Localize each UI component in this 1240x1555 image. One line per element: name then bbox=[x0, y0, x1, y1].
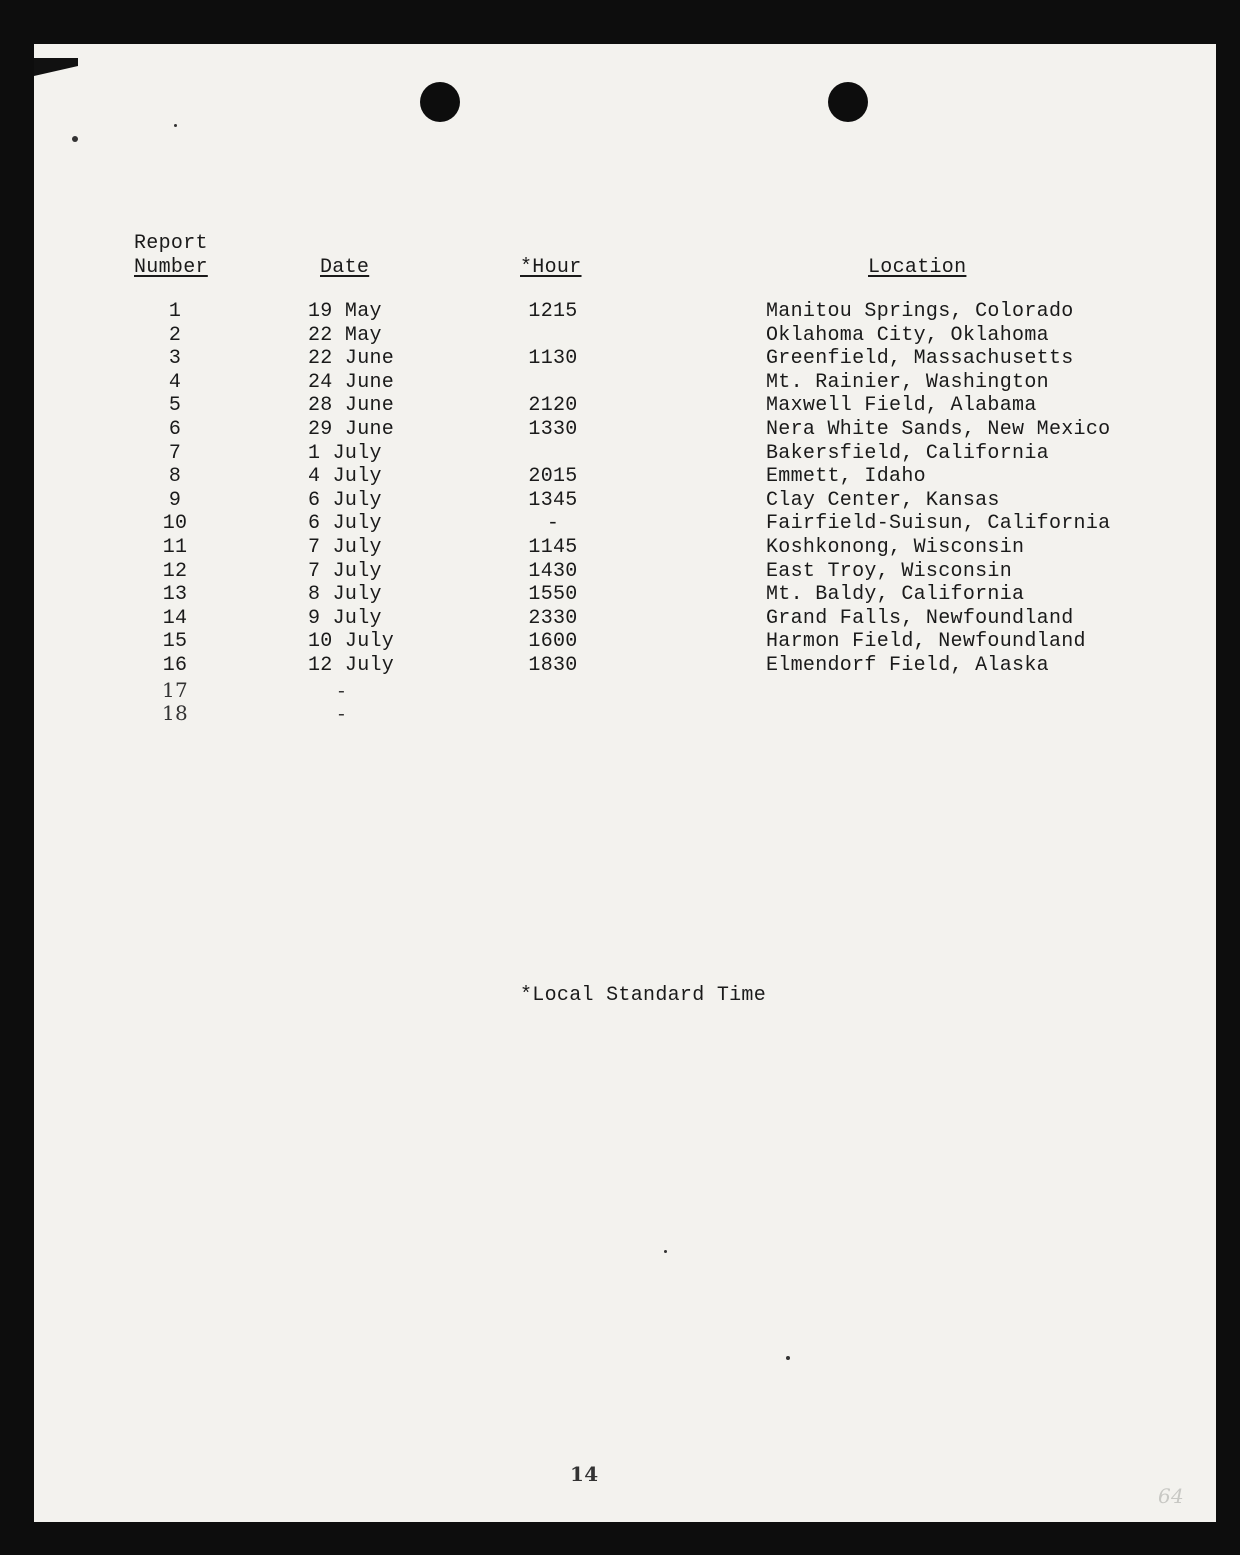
header-location: Location bbox=[868, 256, 967, 279]
corner-note: 64 bbox=[1158, 1484, 1185, 1508]
header-report: Report bbox=[134, 232, 208, 255]
punch-hole-right bbox=[828, 82, 868, 122]
report-number: 7 bbox=[168, 441, 182, 465]
report-location: Emmett, Idaho bbox=[766, 465, 926, 489]
document-page bbox=[34, 44, 1216, 1522]
report-location: Elmendorf Field, Alaska bbox=[766, 654, 1049, 677]
report-location: East Troy, Wisconsin bbox=[766, 559, 1013, 583]
report-location: Nera White Sands, New Mexico bbox=[766, 418, 1111, 441]
report-date: - bbox=[338, 677, 346, 702]
report-date: 7 July bbox=[308, 536, 382, 559]
report-date: 1 July bbox=[308, 441, 382, 465]
report-number: 4 bbox=[168, 370, 182, 394]
report-hour: 1145 bbox=[528, 536, 578, 559]
report-hour: 1345 bbox=[528, 488, 578, 512]
report-date: 29 June bbox=[308, 418, 395, 441]
report-number: 17 bbox=[161, 677, 189, 702]
speck bbox=[174, 124, 177, 127]
speck bbox=[786, 1356, 790, 1360]
page-number: 14 bbox=[570, 1462, 599, 1486]
report-location: Grand Falls, Newfoundland bbox=[766, 606, 1074, 630]
report-number: 16 bbox=[162, 654, 188, 677]
report-number: 11 bbox=[162, 536, 188, 559]
report-location: Harmon Field, Newfoundland bbox=[766, 630, 1086, 654]
report-date: 22 June bbox=[308, 347, 395, 371]
report-hour: 1130 bbox=[528, 347, 578, 371]
report-hour: 1430 bbox=[528, 559, 578, 583]
report-number: 14 bbox=[162, 606, 188, 630]
report-date: 28 June bbox=[308, 394, 395, 418]
report-number: 13 bbox=[162, 583, 188, 607]
report-hour: 1830 bbox=[528, 654, 578, 677]
report-location: Koshkonong, Wisconsin bbox=[766, 536, 1025, 559]
report-number: 10 bbox=[162, 512, 188, 536]
report-date: 8 July bbox=[308, 583, 382, 607]
report-hour: 1215 bbox=[528, 300, 578, 323]
punch-hole-left bbox=[420, 82, 460, 122]
report-number: 2 bbox=[168, 323, 182, 347]
header-number: Number bbox=[134, 256, 208, 279]
report-number: 5 bbox=[168, 394, 182, 418]
report-date: - bbox=[338, 701, 346, 726]
report-number: 9 bbox=[168, 488, 182, 512]
speck bbox=[72, 136, 78, 142]
header-hour: *Hour bbox=[520, 256, 582, 279]
report-date: 6 July bbox=[308, 512, 382, 536]
report-number: 3 bbox=[168, 347, 182, 371]
header-date: Date bbox=[320, 256, 370, 279]
report-hour: 1550 bbox=[528, 583, 578, 607]
footnote: *Local Standard Time bbox=[520, 984, 767, 1007]
report-number: 8 bbox=[168, 465, 182, 489]
report-location: Manitou Springs, Colorado bbox=[766, 300, 1074, 323]
report-location: Oklahoma City, Oklahoma bbox=[766, 323, 1049, 347]
report-hour: 2120 bbox=[528, 394, 578, 418]
report-hour: 1330 bbox=[528, 418, 578, 441]
report-location: Mt. Rainier, Washington bbox=[766, 370, 1049, 394]
report-date: 4 July bbox=[308, 465, 382, 489]
speck bbox=[664, 1250, 667, 1253]
report-number: 12 bbox=[162, 559, 188, 583]
report-location: Greenfield, Massachusetts bbox=[766, 347, 1074, 371]
corner-mark bbox=[34, 58, 78, 76]
report-date: 22 May bbox=[308, 323, 382, 347]
report-location: Maxwell Field, Alabama bbox=[766, 394, 1037, 418]
report-date: 9 July bbox=[308, 606, 382, 630]
report-date: 7 July bbox=[308, 559, 382, 583]
report-location: Clay Center, Kansas bbox=[766, 488, 1000, 512]
report-location: Fairfield-Suisun, California bbox=[766, 512, 1111, 536]
report-date: 6 July bbox=[308, 488, 382, 512]
report-number: 15 bbox=[162, 630, 188, 654]
report-hour: 2330 bbox=[528, 606, 578, 630]
report-number: 6 bbox=[168, 418, 182, 441]
report-location: Mt. Baldy, California bbox=[766, 583, 1025, 607]
report-date: 19 May bbox=[308, 300, 382, 323]
report-hour: 2015 bbox=[528, 465, 578, 489]
report-number: 18 bbox=[161, 701, 189, 726]
report-hour: - bbox=[546, 512, 560, 536]
report-number: 1 bbox=[168, 300, 182, 323]
report-date: 12 July bbox=[308, 654, 395, 677]
report-date: 10 July bbox=[308, 630, 395, 654]
report-date: 24 June bbox=[308, 370, 395, 394]
report-hour: 1600 bbox=[528, 630, 578, 654]
report-location: Bakersfield, California bbox=[766, 441, 1049, 465]
